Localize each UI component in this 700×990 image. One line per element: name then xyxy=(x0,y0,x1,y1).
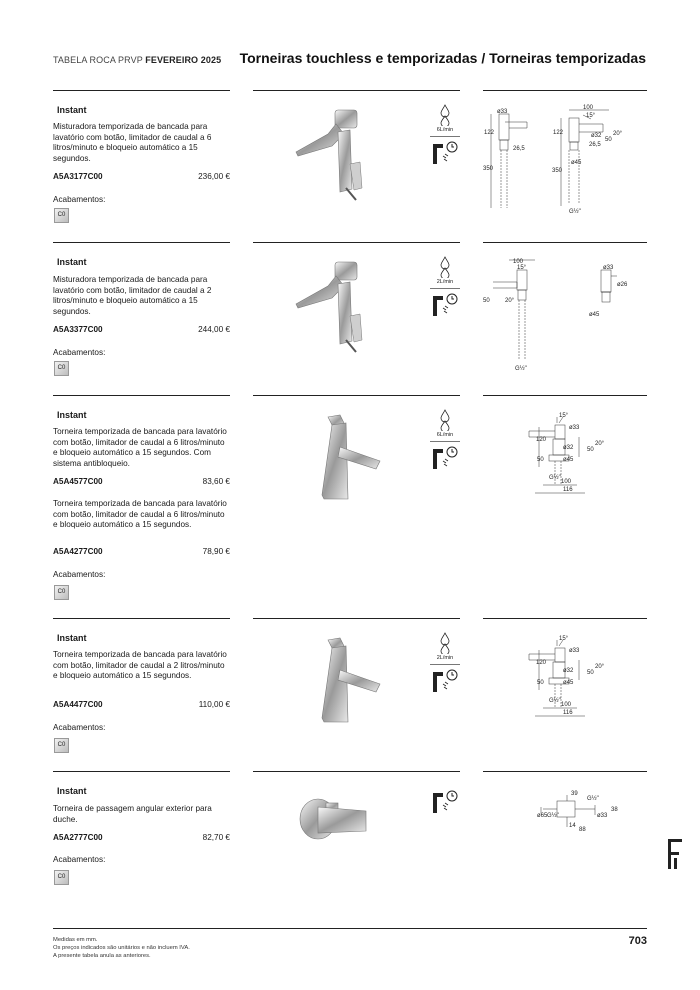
water-drop-icon xyxy=(439,632,451,654)
product-section-4 xyxy=(53,618,647,768)
divider xyxy=(53,771,230,772)
dim-label: ø26 xyxy=(617,282,628,288)
dim-label: 15° xyxy=(559,636,569,642)
dim-label: 20° xyxy=(595,441,605,447)
divider xyxy=(483,771,647,772)
product-price: 110,00 € xyxy=(198,700,230,709)
timed-faucet-icon xyxy=(431,140,459,166)
water-drop-icon xyxy=(439,256,451,278)
dim-label: ø33 xyxy=(597,813,608,819)
product-description: Torneira temporizada de bancada para lavatório com botão, limitador de caudal a 2 litros/minuto e bloqueio automático a 15 segundos. xyxy=(53,650,227,681)
technical-drawing xyxy=(483,787,647,837)
divider xyxy=(483,90,647,91)
faucet-photo xyxy=(288,256,418,356)
product-price: 82,70 € xyxy=(202,833,230,842)
dim-label: ø32 xyxy=(563,445,574,451)
timed-faucet-icon xyxy=(431,445,459,471)
product-price: 236,00 € xyxy=(198,172,230,181)
dim-label: G½" xyxy=(587,796,599,802)
dim-label: G½" xyxy=(549,698,561,704)
divider xyxy=(53,242,230,243)
header-brand: TABELA ROCA PRVP xyxy=(53,55,143,65)
product-name: Instant xyxy=(57,257,87,267)
finishes-label: Acabamentos: xyxy=(53,855,106,864)
product-name: Instant xyxy=(57,633,87,643)
feature-icons xyxy=(430,104,460,224)
page-title: Torneiras touchless e temporizadas / Torneiras temporizadas xyxy=(239,50,646,66)
dim-label: 100 xyxy=(561,479,572,485)
divider xyxy=(253,618,460,619)
divider xyxy=(253,90,460,91)
divider xyxy=(430,441,460,442)
dim-label: ø45 xyxy=(563,680,574,686)
page-number: 703 xyxy=(628,935,647,947)
dim-label: 350 xyxy=(552,168,563,174)
divider xyxy=(53,90,230,91)
dim-label: 122 xyxy=(553,130,564,136)
product-name: Instant xyxy=(57,786,87,796)
dim-label: 122 xyxy=(484,130,495,136)
technical-drawing xyxy=(483,256,647,374)
dim-label: G½" xyxy=(569,209,581,215)
dim-label: 120 xyxy=(536,660,547,666)
dim-label: 50 xyxy=(483,298,490,304)
footer-note: Medidas em mm. xyxy=(53,937,98,943)
dim-label: ø45 xyxy=(589,312,600,318)
divider xyxy=(253,242,460,243)
dim-label: 50 xyxy=(537,457,544,463)
product-name: Instant xyxy=(57,105,87,115)
divider xyxy=(430,664,460,665)
footer-note: Os preços indicados são unitários e não incluem IVA. xyxy=(53,945,190,951)
technical-drawing xyxy=(483,409,647,499)
timed-faucet-icon xyxy=(431,789,459,815)
footer-divider xyxy=(53,928,647,929)
flow-rate-label: 2L/min xyxy=(436,655,454,661)
dim-label: 20° xyxy=(613,131,623,137)
flow-rate-label: 2L/min xyxy=(436,279,454,285)
product-section-5 xyxy=(53,771,647,921)
water-drop-icon xyxy=(439,409,451,431)
product-price: 83,60 € xyxy=(202,477,230,486)
dim-label: ø32 xyxy=(591,133,602,139)
section-tab-icon xyxy=(667,838,683,870)
feature-icons xyxy=(430,409,460,529)
dim-label: 26,5 xyxy=(589,142,601,148)
dim-label: ø45 xyxy=(571,160,582,166)
dim-label: 26,5 xyxy=(513,146,525,152)
product-code: A5A4277C00 xyxy=(53,547,103,556)
dim-label: 38 xyxy=(611,807,618,813)
product-section-2 xyxy=(53,242,647,392)
product-name: Instant xyxy=(57,410,87,420)
dim-label: ø32 xyxy=(563,668,574,674)
technical-drawing xyxy=(483,632,647,722)
footer-note: A presente tabela anula as anteriores. xyxy=(53,953,151,959)
faucet-photo xyxy=(288,104,418,204)
dim-label: 100 xyxy=(583,105,594,111)
divider xyxy=(483,618,647,619)
divider xyxy=(430,136,460,137)
finishes-label: Acabamentos: xyxy=(53,195,106,204)
flow-rate-label: 6L/min xyxy=(436,127,454,133)
dim-label: 88 xyxy=(579,827,586,833)
dim-label: ø33 xyxy=(569,425,580,431)
finishes-label: Acabamentos: xyxy=(53,570,106,579)
dim-label: G½" xyxy=(547,813,559,819)
dim-label: 116 xyxy=(563,487,573,493)
timed-faucet-icon xyxy=(431,668,459,694)
dim-label: ø45 xyxy=(563,457,574,463)
water-drop-icon xyxy=(439,104,451,126)
dim-label: 15° xyxy=(559,413,569,419)
product-price: 244,00 € xyxy=(198,325,230,334)
footer-notes xyxy=(53,936,190,960)
finish-swatch-chrome: C0 xyxy=(54,585,69,600)
dim-label: 350 xyxy=(483,166,494,172)
divider xyxy=(430,288,460,289)
product-price: 78,90 € xyxy=(202,547,230,556)
timed-faucet-icon xyxy=(431,292,459,318)
product-description: Torneira temporizada de bancada para lavatório com botão, limitador de caudal a 6 litros/minuto e bloqueio automático a 15 segundos. xyxy=(53,499,227,530)
dim-label: ø33 xyxy=(603,265,614,271)
divider xyxy=(483,395,647,396)
finish-swatch-chrome: C0 xyxy=(54,208,69,223)
dim-label: 15° xyxy=(517,265,527,271)
product-description: Misturadora temporizada de bancada para lavatório com botão, limitador de caudal a 2 litros/minuto e bloqueio automático a 15 segundos. xyxy=(53,275,212,316)
product-section-3 xyxy=(53,395,647,615)
product-code: A5A2777C00 xyxy=(53,833,103,842)
finishes-label: Acabamentos: xyxy=(53,348,106,357)
dim-label: 116 xyxy=(563,710,573,716)
divider xyxy=(483,242,647,243)
valve-photo xyxy=(288,789,418,869)
flow-rate-label: 6L/min xyxy=(436,432,454,438)
dim-label: 15° xyxy=(586,113,596,119)
dim-label: 50 xyxy=(605,137,612,143)
finish-swatch-chrome: C0 xyxy=(54,361,69,376)
faucet-photo xyxy=(288,411,418,503)
dim-label: ø33 xyxy=(569,648,580,654)
dim-label: G½" xyxy=(549,475,561,481)
product-description: Misturadora temporizada de bancada para lavatório com botão, limitador de caudal a 6 litros/minuto e bloqueio automático a 15 segundos. xyxy=(53,122,212,163)
feature-icons xyxy=(430,632,460,752)
product-code: A5A3177C00 xyxy=(53,172,103,181)
dim-label: 50 xyxy=(587,670,594,676)
finish-swatch-chrome: C0 xyxy=(54,738,69,753)
dim-label: 100 xyxy=(561,702,572,708)
dim-label: 50 xyxy=(537,680,544,686)
divider xyxy=(253,395,460,396)
technical-drawing xyxy=(483,104,647,216)
dim-label: ø33 xyxy=(497,109,508,115)
faucet-photo xyxy=(288,634,418,726)
header-date: FEVEREIRO 2025 xyxy=(145,55,222,65)
header-edition xyxy=(53,55,221,65)
feature-icons xyxy=(430,789,460,829)
dim-label: 39 xyxy=(571,791,578,797)
product-code: A5A4577C00 xyxy=(53,477,103,486)
product-code: A5A3377C00 xyxy=(53,325,103,334)
finishes-label: Acabamentos: xyxy=(53,723,106,732)
feature-icons xyxy=(430,256,460,376)
divider xyxy=(53,618,230,619)
dim-label: G½" xyxy=(515,366,527,372)
divider xyxy=(53,395,230,396)
product-code: A5A4477C00 xyxy=(53,700,103,709)
dim-label: 20° xyxy=(595,664,605,670)
dim-label: 50 xyxy=(587,447,594,453)
dim-label: 20° xyxy=(505,298,515,304)
product-description: Torneira de passagem angular exterior para duche. xyxy=(53,804,212,824)
dim-label: 14 xyxy=(569,823,576,829)
product-section-1 xyxy=(53,90,647,240)
finish-swatch-chrome: C0 xyxy=(54,870,69,885)
product-description: Torneira temporizada de bancada para lavatório com botão, limitador de caudal a 6 litros/minuto e bloqueio automático a 15 segundos. Com sistema antibloqueio. xyxy=(53,427,227,468)
divider xyxy=(253,771,460,772)
dim-label: 120 xyxy=(536,437,547,443)
dim-label: ø65 xyxy=(537,813,548,819)
dim-label: 100 xyxy=(513,259,524,265)
